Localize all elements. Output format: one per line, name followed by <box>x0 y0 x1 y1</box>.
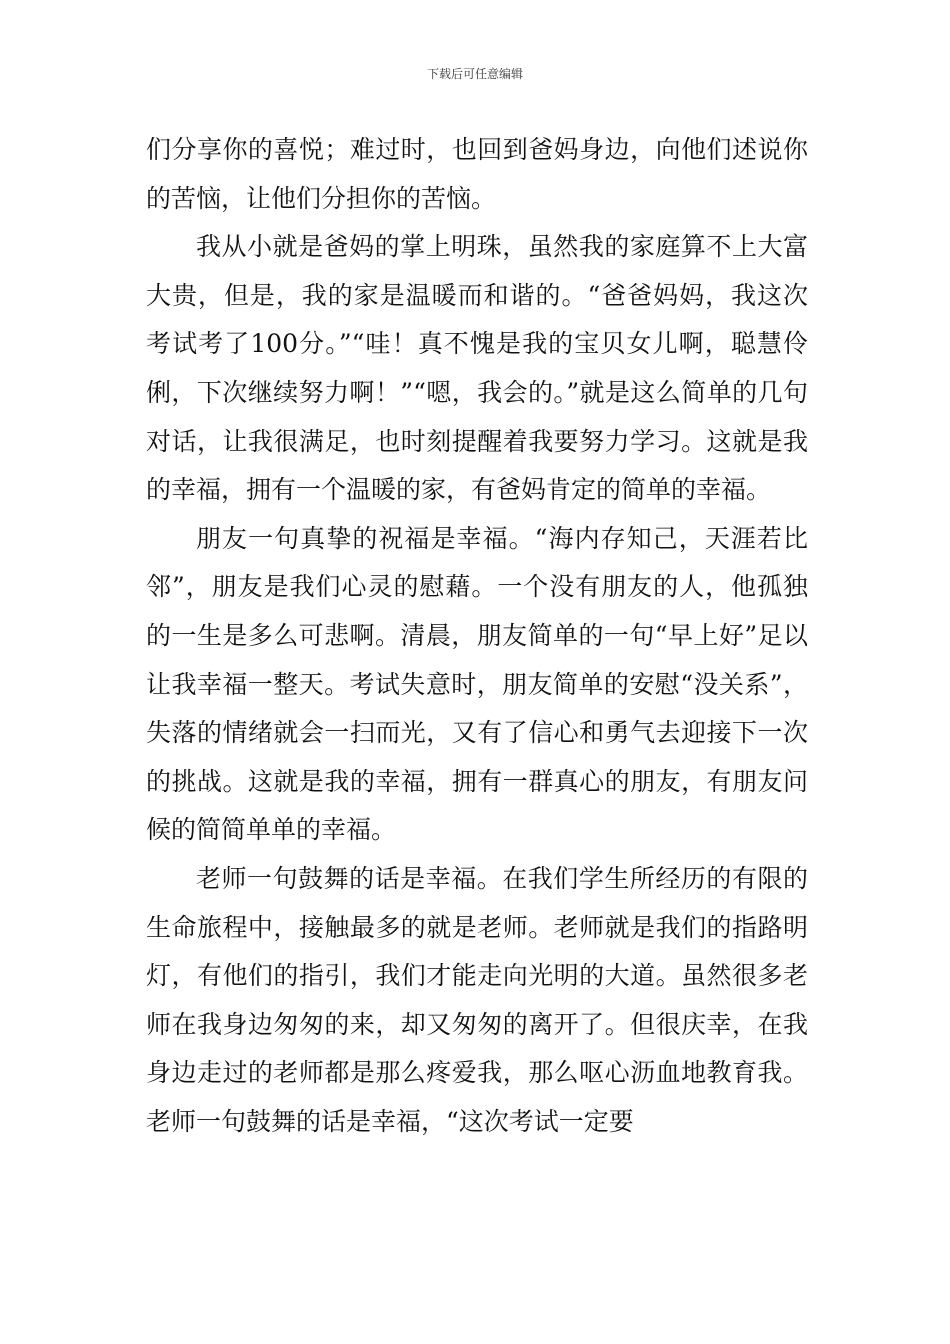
paragraph-friends: 朋友一句真挚的祝福是幸福。“海内存知己，天涯若比邻”，朋友是我们心灵的慰藉。一个没有朋友的人，他孤独的一生是多么可悲啊。清晨，朋友简单的一句“早上好”足以让我幸福一整天。考试失意时，朋友简单的安慰“没关系”，失落的情绪就会一扫而光，又有了信心和勇气去迎接下一次的挑战。这就是我的幸福，拥有一群真心的朋友，有朋友问候的简简单单的幸福。 <box>146 523 808 845</box>
paragraph-family: 我从小就是爸妈的掌上明珠，虽然我的家庭算不上大富大贵，但是，我的家是温暖而和谐的。“爸爸妈妈，我这次考试考了100分。”“哇！真不愧是我的宝贝女儿啊，聪慧伶俐，下次继续努力啊！”“嗯，我会的。”就是这么简单的几句对话，让我很满足，也时刻提醒着我要努力学习。这就是我的幸福，拥有一个温暖的家，有爸妈肯定的简单的幸福。 <box>146 232 808 505</box>
document-body <box>146 126 808 1146</box>
paragraph-continuation: 们分享你的喜悦；难过时，也回到爸妈身边，向他们述说你的苦恼，让他们分担你的苦恼。 <box>146 135 808 213</box>
page-header: 下载后可任意编辑 <box>426 67 523 81</box>
paragraph-teachers: 老师一句鼓舞的话是幸福。在我们学生所经历的有限的生命旅程中，接触最多的就是老师。老师就是我们的指路明灯，有他们的指引，我们才能走向光明的大道。虽然很多老师在我身边匆匆的来，却又匆匆的离开了。但很庆幸，在我身边走过的老师都是那么疼爱我，那么呕心沥血地教育我。老师一句鼓舞的话是幸福，“这次考试一定要 <box>146 863 808 1136</box>
